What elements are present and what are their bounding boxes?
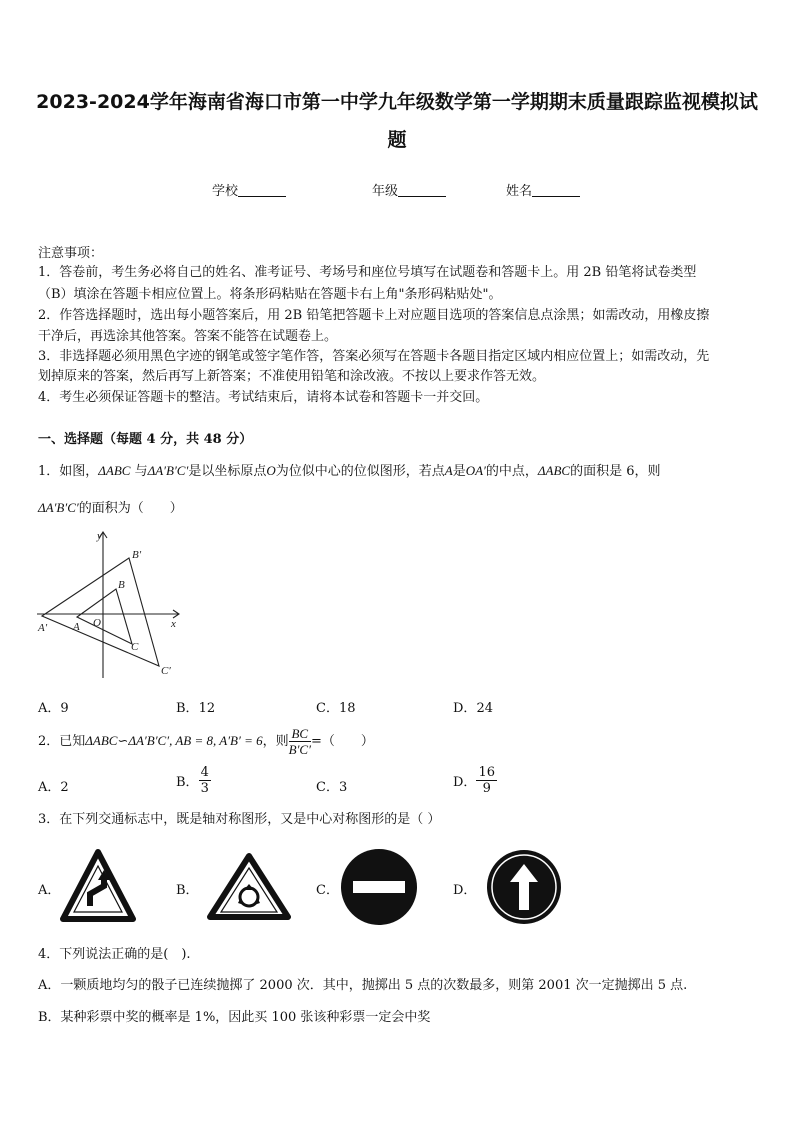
q1-option-a[interactable] xyxy=(38,697,69,716)
q2-option-a-value: 2 xyxy=(60,780,69,795)
q1-option-c-value: 18 xyxy=(338,701,356,716)
label-a: A xyxy=(73,621,80,633)
q2-option-b-numerator: 4 xyxy=(200,765,209,780)
q3-option-d-letter[interactable]: D． xyxy=(453,883,477,898)
name-label: 姓名 xyxy=(506,184,533,199)
name-field[interactable] xyxy=(506,180,580,199)
q1-stem-line1 xyxy=(38,462,661,481)
q1-text-1: 与 xyxy=(130,464,148,479)
q1-point-a: A xyxy=(444,463,453,478)
q2-expression: ΔABC∽ΔA′B′C′, AB = 8, A′B′ = 6 xyxy=(85,733,263,748)
label-a-prime: A′ xyxy=(38,622,48,634)
q1-option-d[interactable] xyxy=(453,697,493,716)
notes-line-6: 划掉原来的答案，然后再写上新答案；不准使用铅笔和涂改液。不按以上要求作答无效。 xyxy=(38,369,546,384)
q1-option-d-value: 24 xyxy=(476,701,493,716)
q3-option-b-letter[interactable]: B． xyxy=(176,883,199,898)
q2-option-d-denominator: 9 xyxy=(482,781,491,796)
q2-option-a[interactable] xyxy=(38,776,69,795)
straight-ahead-sign-icon[interactable] xyxy=(485,848,563,926)
roundabout-sign-icon[interactable] xyxy=(207,852,291,920)
triangle-a-prime-b-prime-c-prime xyxy=(42,558,159,666)
exam-title-line2: 题 xyxy=(387,129,407,151)
q2-stem xyxy=(38,724,374,759)
q1-option-b-value: 12 xyxy=(198,701,216,716)
q2-option-b-fraction xyxy=(199,765,211,796)
q2-option-d-letter: D． xyxy=(453,775,477,790)
q2-option-a-letter: A． xyxy=(38,780,61,795)
q1-option-c[interactable] xyxy=(316,697,356,716)
q2-fraction-denominator: B′C′ xyxy=(288,742,311,757)
q2-option-b[interactable] xyxy=(176,765,211,796)
q4-option-a[interactable]: A．一颗质地均匀的骰子已连续抛掷了 2000 次．其中，抛掷出 5 点的次数最多，则第 2001 次一定抛掷出 5 点. xyxy=(38,978,688,993)
q2-text-1: ，则 xyxy=(262,734,289,749)
q2-option-d-numerator: 16 xyxy=(478,765,495,780)
notes-line-4: 干净后，再选涂其他答案。答案不能答在试题卷上。 xyxy=(38,329,338,344)
notes-line-1: 1．答卷前，考生务必将自己的姓名、准考证号、考场号和座位号填写在试题卷和答题卡上。用 2B 铅笔将试卷类型 xyxy=(38,265,697,280)
q3-stem: 3．在下列交通标志中，既是轴对称图形，又是中心对称图形的是（ ） xyxy=(38,812,441,827)
q1-text-2: 是以坐标原点 xyxy=(188,464,267,479)
label-c: C xyxy=(131,641,139,653)
q1-prefix: 1．如图， xyxy=(38,464,99,479)
q3-option-a-letter[interactable]: A． xyxy=(38,883,61,898)
triangle-abc xyxy=(77,589,132,644)
winding-road-sign-icon[interactable] xyxy=(60,848,136,924)
q2-option-c[interactable] xyxy=(316,776,347,795)
q1-text-6: 的面积是 6，则 xyxy=(570,464,661,479)
grade-blank[interactable] xyxy=(398,183,446,197)
q4-stem: 4．下列说法正确的是( ). xyxy=(38,947,191,962)
notes-line-2: （B）填涂在答题卡相应位置上。将条形码粘贴在答题卡右上角"条形码粘贴处"。 xyxy=(38,287,502,302)
name-blank[interactable] xyxy=(532,183,580,197)
notes-line-5: 3．非选择题必须用黑色字迹的钢笔或签字笔作答，答案必须写在答题卡各题目指定区域内相应位置上；如需改动，先 xyxy=(38,349,710,364)
q3-option-c-letter[interactable]: C． xyxy=(316,883,339,898)
label-b-prime: B′ xyxy=(132,549,142,561)
label-o: O xyxy=(93,617,101,629)
grade-label: 年级 xyxy=(372,184,399,199)
exam-title-line1: 2023-2024学年海南省海口市第一中学九年级数学第一学期期末质量跟踪监视模拟试 xyxy=(36,91,758,113)
q2-option-b-denominator: 3 xyxy=(200,781,209,796)
q2-prefix: 2．已知 xyxy=(38,734,86,749)
school-field[interactable] xyxy=(212,180,286,199)
notes-line-7: 4．考生必须保证答题卡的整洁。考试结束后，请将本试卷和答题卡一并交回。 xyxy=(38,390,489,405)
q1-tri-abc-prime: ΔA′B′C′ xyxy=(147,463,189,478)
grade-field[interactable] xyxy=(372,180,446,199)
q1-stem-line2 xyxy=(38,499,183,518)
q1-text-7: 的面积为（ ） xyxy=(78,501,183,516)
q2-option-c-value: 3 xyxy=(338,780,348,795)
q2-option-d[interactable] xyxy=(453,765,497,796)
q1-option-b[interactable] xyxy=(176,697,215,716)
q1-text-3: 为位似中心的位似图形，若点 xyxy=(275,464,445,479)
q2-option-d-fraction xyxy=(476,765,497,796)
notes-heading: 注意事项： xyxy=(38,246,104,261)
q1-option-a-letter: A． xyxy=(38,701,61,716)
q1-option-d-letter: D． xyxy=(453,701,477,716)
school-blank[interactable] xyxy=(238,183,286,197)
q1-tri-abc-2: ΔABC xyxy=(537,463,571,478)
no-entry-sign-icon[interactable] xyxy=(339,847,419,927)
q1-option-c-letter: C． xyxy=(316,701,339,716)
q1-tri-abc: ΔABC xyxy=(98,463,131,478)
q1-tri-abc-prime-2: ΔA′B′C′ xyxy=(38,500,79,515)
q4-option-b[interactable]: B．某种彩票中奖的概率是 1%，因此买 100 张该种彩票一定会中奖 xyxy=(38,1010,431,1025)
label-y: y xyxy=(97,530,102,542)
label-c-prime: C′ xyxy=(161,665,171,677)
q1-origin-o: O xyxy=(266,463,276,478)
q1-option-b-letter: B． xyxy=(176,701,199,716)
q2-text-2: =（ ） xyxy=(310,734,374,749)
q2-option-b-letter: B． xyxy=(176,775,199,790)
q1-text-4: 是 xyxy=(452,464,466,479)
section-heading: 一、选择题（每题 4 分，共 48 分） xyxy=(38,432,253,447)
q1-similarity-figure xyxy=(34,528,184,678)
q2-fraction-numerator: BC xyxy=(289,726,311,742)
q1-segment-oa: OA′ xyxy=(465,463,486,478)
q1-option-a-value: 9 xyxy=(60,701,69,716)
q2-option-c-letter: C． xyxy=(316,780,339,795)
notes-line-3: 2．作答选择题时，选出每小题答案后，用 2B 铅笔把答题卡上对应题目选项的答案信息点涂黑；如需改动，用橡皮擦 xyxy=(38,308,710,323)
label-x: x xyxy=(171,618,176,630)
school-label: 学校 xyxy=(212,184,239,199)
label-b: B xyxy=(118,579,125,591)
q2-fraction xyxy=(289,726,311,757)
q1-text-5: 的中点， xyxy=(485,464,538,479)
